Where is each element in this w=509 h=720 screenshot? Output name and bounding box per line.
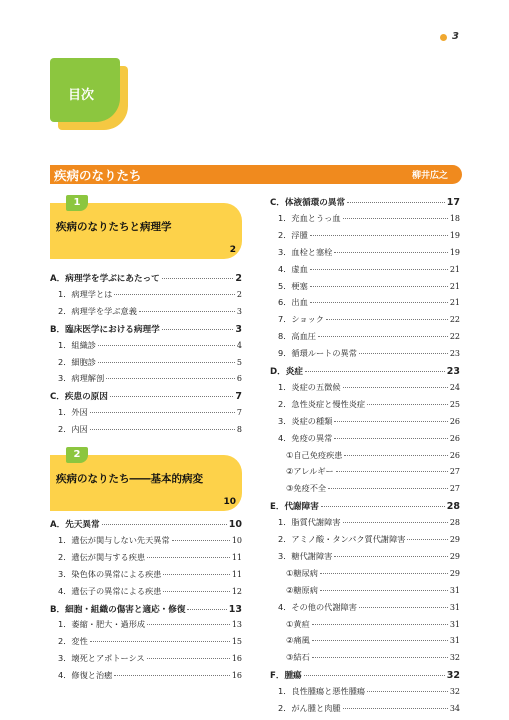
leader-dots bbox=[326, 319, 448, 320]
chapter-page: 10 bbox=[223, 497, 236, 507]
leader-dots bbox=[318, 336, 448, 337]
toc-entry-page: 22 bbox=[449, 332, 460, 342]
toc-entry[interactable] bbox=[270, 500, 460, 514]
leader-dots bbox=[90, 641, 230, 642]
toc-entry[interactable] bbox=[270, 297, 460, 311]
toc-entry[interactable] bbox=[270, 213, 460, 227]
toc-entry-page: 23 bbox=[446, 366, 460, 377]
leader-dots bbox=[367, 404, 448, 405]
leader-dots bbox=[312, 640, 448, 641]
toc-entry-page: 3 bbox=[236, 306, 242, 316]
toc-entry-label: 5．梗塞 bbox=[278, 280, 308, 291]
toc-entry-page: 29 bbox=[449, 568, 460, 578]
toc-entry-label: 3．血栓と塞栓 bbox=[278, 246, 333, 257]
leader-dots bbox=[310, 269, 448, 270]
leader-dots bbox=[344, 455, 447, 456]
toc-entry-page: 21 bbox=[449, 298, 460, 308]
leader-dots bbox=[320, 573, 448, 574]
leader-dots bbox=[343, 708, 448, 709]
leader-dots bbox=[359, 353, 448, 354]
toc-entry[interactable] bbox=[50, 289, 242, 303]
toc-entry-page: 25 bbox=[449, 399, 460, 409]
leader-dots bbox=[312, 624, 448, 625]
toc-entry[interactable] bbox=[270, 247, 460, 261]
part-title: 疾病のなりたち bbox=[54, 168, 142, 183]
toc-entry-page: 19 bbox=[449, 247, 460, 257]
toc-entry-page: 26 bbox=[449, 450, 460, 460]
toc-entry-page: 27 bbox=[449, 484, 460, 494]
toc-entry-page: 7 bbox=[235, 391, 242, 403]
toc-entry[interactable] bbox=[270, 230, 460, 244]
toc-entry[interactable] bbox=[270, 534, 460, 548]
toc-entry[interactable] bbox=[270, 568, 460, 582]
chapter-number-badge: 1 bbox=[66, 195, 88, 211]
toc-entry[interactable] bbox=[270, 652, 460, 666]
toc-entry-label: ②痛風 bbox=[286, 635, 310, 646]
toc-entry-page: 11 bbox=[231, 552, 242, 562]
toc-entry[interactable] bbox=[270, 585, 460, 599]
leader-dots bbox=[162, 329, 234, 330]
toc-entry-page: 29 bbox=[449, 535, 460, 544]
toc-entry-page: 21 bbox=[449, 264, 460, 274]
toc-entry[interactable] bbox=[270, 635, 460, 649]
toc-label-box bbox=[50, 58, 120, 122]
toc-entry-page: 28 bbox=[449, 518, 460, 528]
toc-entry-label: 3．炎症の種類 bbox=[278, 415, 333, 426]
toc-entry[interactable] bbox=[50, 272, 242, 286]
toc-entry-page: 2 bbox=[235, 273, 242, 284]
toc-entry-page: 32 bbox=[449, 653, 460, 663]
leader-dots bbox=[98, 362, 235, 363]
toc-entry-label: 1．組織診 bbox=[58, 339, 96, 350]
toc-entry-page: 26 bbox=[449, 416, 460, 426]
toc-entry[interactable] bbox=[270, 365, 460, 379]
toc-entry[interactable] bbox=[50, 306, 242, 320]
leader-dots bbox=[328, 488, 448, 489]
toc-entry-label: 1．充血とうっ血 bbox=[278, 212, 341, 223]
leader-dots bbox=[163, 591, 229, 592]
toc-entry-label: C．疾患の原因 bbox=[50, 392, 108, 403]
toc-entry-page: 31 bbox=[449, 602, 460, 612]
toc-entry[interactable] bbox=[270, 466, 460, 480]
toc-entry-page: 10 bbox=[231, 535, 242, 545]
toc-entry-page: 11 bbox=[231, 569, 242, 579]
toc-entry[interactable] bbox=[270, 619, 460, 633]
toc-entry-label: ①黄疸 bbox=[286, 618, 310, 629]
toc-entry[interactable] bbox=[50, 636, 242, 650]
leader-dots bbox=[347, 202, 445, 203]
toc-entry[interactable] bbox=[270, 331, 460, 345]
toc-entry-label: ③結石 bbox=[286, 652, 310, 663]
toc-entry[interactable] bbox=[270, 416, 460, 430]
toc-entry-label: 4．その他の代謝障害 bbox=[278, 601, 357, 612]
toc-entry-label: A．病理学を学ぶにあたって bbox=[50, 274, 160, 284]
toc-entry[interactable] bbox=[50, 357, 242, 371]
chapter-number-badge: 2 bbox=[66, 447, 88, 463]
leader-dots bbox=[187, 609, 226, 610]
toc-entry[interactable] bbox=[270, 348, 460, 362]
toc-entry[interactable] bbox=[270, 483, 460, 497]
toc-entry-label: 1．炎症の五徴候 bbox=[278, 381, 341, 392]
toc-entry[interactable] bbox=[50, 619, 242, 633]
toc-entry-page: 29 bbox=[449, 551, 460, 561]
toc-entry-page: 26 bbox=[449, 433, 460, 443]
toc-entry-label: 6．出血 bbox=[278, 297, 308, 308]
toc-entry-page: 31 bbox=[449, 619, 460, 629]
toc-entry-page: 32 bbox=[449, 687, 460, 697]
leader-dots bbox=[310, 286, 448, 287]
toc-entry[interactable] bbox=[50, 390, 242, 404]
page-number-dot bbox=[440, 34, 447, 41]
toc-entry-page: 24 bbox=[449, 382, 460, 392]
leader-dots bbox=[304, 675, 445, 676]
toc-entry-label: 4．修復と治癒 bbox=[58, 670, 113, 681]
leader-dots bbox=[343, 522, 448, 523]
toc-entry-label: A．先天異常 bbox=[50, 520, 100, 530]
leader-dots bbox=[407, 539, 447, 540]
toc-entry[interactable] bbox=[50, 340, 242, 354]
toc-entry-label: B．臨床医学における病理学 bbox=[50, 324, 160, 335]
toc-entry-page: 12 bbox=[231, 586, 242, 596]
toc-entry-label: 2．急性炎症と慢性炎症 bbox=[278, 398, 366, 409]
toc-entry[interactable] bbox=[270, 399, 460, 413]
chapter-page: 2 bbox=[229, 245, 236, 255]
toc-entry[interactable] bbox=[50, 518, 242, 532]
toc-entry-page: 27 bbox=[449, 467, 460, 477]
toc-entry-label: C．体液循環の異常 bbox=[270, 198, 346, 208]
toc-entry-page: 16 bbox=[231, 654, 242, 664]
toc-entry-page: 10 bbox=[228, 519, 242, 530]
toc-entry-label: ①糖尿病 bbox=[286, 567, 318, 578]
leader-dots bbox=[90, 429, 235, 430]
leader-dots bbox=[334, 421, 447, 422]
toc-entry-label: 2．病理学を学ぶ意義 bbox=[58, 305, 137, 316]
leader-dots bbox=[114, 675, 229, 676]
toc-entry-label: 4．免疫の異常 bbox=[278, 432, 333, 443]
toc-entry-label: 1．外因 bbox=[58, 407, 88, 418]
toc-entry-label: 1．脂質代謝障害 bbox=[278, 517, 341, 528]
part-title-bar bbox=[50, 165, 462, 184]
toc-entry-label: ③免疫不全 bbox=[286, 483, 327, 494]
toc-entry-label: 2．がん腫と肉腫 bbox=[278, 703, 341, 713]
toc-entry-page: 18 bbox=[449, 213, 460, 223]
toc-entry-page: 6 bbox=[236, 374, 242, 384]
toc-entry-page: 28 bbox=[446, 501, 460, 513]
toc-entry-label: 1．良性腫瘍と悪性腫瘍 bbox=[278, 686, 366, 697]
toc-entry-label: 7．ショック bbox=[278, 314, 324, 325]
toc-entry-page: 8 bbox=[236, 425, 242, 435]
toc-entry-page: 15 bbox=[231, 637, 242, 647]
toc-entry-label: 2．変性 bbox=[58, 636, 88, 647]
toc-entry[interactable] bbox=[50, 603, 242, 617]
leader-dots bbox=[147, 624, 230, 625]
leader-dots bbox=[147, 658, 230, 659]
leader-dots bbox=[320, 590, 448, 591]
toc-entry-page: 2 bbox=[236, 289, 242, 299]
toc-entry[interactable] bbox=[270, 517, 460, 531]
toc-entry[interactable] bbox=[270, 433, 460, 447]
toc-entry-label: 8．高血圧 bbox=[278, 331, 316, 342]
toc-entry-label: 2．細胞診 bbox=[58, 356, 96, 367]
toc-label: 目次 bbox=[68, 88, 95, 103]
toc-entry-page: 16 bbox=[231, 671, 242, 681]
chapter-title: 疾病のなりたちと病理学 bbox=[56, 221, 172, 233]
leader-dots bbox=[172, 540, 230, 541]
toc-entry-page: 4 bbox=[236, 340, 242, 350]
toc-entry-label: 9．循環ルートの異常 bbox=[278, 348, 357, 359]
chapter-title: 疾病のなりたち――基本的病変 bbox=[56, 473, 203, 485]
toc-entry-page: 5 bbox=[236, 357, 242, 367]
leader-dots bbox=[310, 235, 448, 236]
toc-entry-label: 1．遺伝が関与しない先天異常 bbox=[58, 534, 170, 545]
toc-entry-page: 13 bbox=[228, 603, 242, 615]
leader-dots bbox=[147, 557, 230, 558]
leader-dots bbox=[110, 396, 234, 397]
toc-entry[interactable] bbox=[270, 602, 460, 616]
leader-dots bbox=[334, 556, 447, 557]
toc-entry-label: 4．虚血 bbox=[278, 263, 308, 274]
toc-entry[interactable] bbox=[50, 373, 242, 387]
toc-entry[interactable] bbox=[50, 323, 242, 337]
leader-dots bbox=[312, 657, 448, 658]
toc-entry-page: 13 bbox=[231, 620, 242, 630]
toc-entry-label: ②アレルギー bbox=[286, 466, 334, 477]
toc-entry-label: D．炎症 bbox=[270, 367, 303, 377]
toc-entry-label: 3．糖代謝障害 bbox=[278, 550, 333, 561]
toc-entry[interactable] bbox=[50, 407, 242, 421]
toc-entry-label: 3．病理解剖 bbox=[58, 373, 105, 384]
leader-dots bbox=[367, 691, 448, 692]
leader-dots bbox=[343, 387, 448, 388]
toc-entry[interactable] bbox=[50, 670, 242, 684]
leader-dots bbox=[162, 278, 234, 279]
leader-dots bbox=[114, 294, 235, 295]
toc-entry-label: 1．萎縮・肥大・過形成 bbox=[58, 619, 146, 630]
toc-entry-page: 7 bbox=[236, 408, 242, 418]
part-author: 柳井広之 bbox=[411, 171, 448, 181]
toc-entry[interactable] bbox=[270, 281, 460, 295]
toc-entry-label: 2．内因 bbox=[58, 424, 88, 435]
toc-entry[interactable] bbox=[50, 653, 242, 667]
chapter-box-1[interactable] bbox=[50, 197, 242, 259]
page-number: 3 bbox=[452, 31, 459, 42]
leader-dots bbox=[163, 574, 229, 575]
toc-entry-page: 19 bbox=[449, 230, 460, 240]
toc-entry-label: 3．染色体の異常による疾患 bbox=[58, 568, 162, 579]
toc-entry-page: 31 bbox=[449, 636, 460, 646]
leader-dots bbox=[90, 412, 235, 413]
toc-entry-label: 2．遺伝が関与する疾患 bbox=[58, 551, 146, 562]
toc-entry[interactable] bbox=[270, 196, 460, 210]
leader-dots bbox=[343, 218, 448, 219]
toc-entry-label: 3．壊死とアポトーシス bbox=[58, 653, 145, 664]
chapter-box-2[interactable] bbox=[50, 449, 242, 511]
toc-entry[interactable] bbox=[270, 703, 460, 717]
leader-dots bbox=[334, 438, 447, 439]
toc-entry[interactable] bbox=[50, 552, 242, 566]
leader-dots bbox=[336, 471, 448, 472]
toc-entry[interactable] bbox=[50, 586, 242, 600]
toc-entry-label: 2．浮腫 bbox=[278, 229, 308, 240]
leader-dots bbox=[98, 345, 235, 346]
toc-entry-label: E．代謝障害 bbox=[270, 502, 319, 513]
toc-entry-page: 31 bbox=[449, 585, 460, 595]
toc-entry-page: 32 bbox=[446, 670, 460, 682]
toc-entry-page: 22 bbox=[449, 315, 460, 325]
toc-entry-page: 3 bbox=[235, 323, 242, 335]
leader-dots bbox=[359, 607, 448, 608]
toc-entry-label: 4．遺伝子の異常による疾患 bbox=[58, 585, 162, 596]
toc-entry[interactable] bbox=[270, 450, 460, 464]
toc-entry[interactable] bbox=[50, 569, 242, 583]
leader-dots bbox=[139, 311, 235, 312]
toc-entry[interactable] bbox=[270, 551, 460, 565]
toc-entry[interactable] bbox=[270, 264, 460, 278]
toc-entry[interactable] bbox=[270, 382, 460, 396]
toc-entry[interactable] bbox=[50, 535, 242, 549]
toc-entry-label: ①自己免疫疾患 bbox=[286, 449, 343, 460]
toc-entry-page: 34 bbox=[449, 704, 460, 713]
toc-entry-label: 1．病理学とは bbox=[58, 288, 113, 299]
leader-dots bbox=[321, 506, 445, 507]
leader-dots bbox=[305, 371, 445, 372]
toc-entry-label: ②糖原病 bbox=[286, 584, 318, 595]
toc-entry-page: 21 bbox=[449, 281, 460, 291]
toc-entry-label: B．細胞・組織の傷害と適応・修復 bbox=[50, 604, 186, 615]
leader-dots bbox=[106, 378, 235, 379]
toc-entry-page: 23 bbox=[449, 349, 460, 359]
leader-dots bbox=[334, 252, 447, 253]
leader-dots bbox=[102, 524, 227, 525]
toc-entry[interactable] bbox=[50, 424, 242, 438]
toc-entry-label: F．腫瘍 bbox=[270, 671, 302, 682]
leader-dots bbox=[310, 302, 448, 303]
toc-entry[interactable] bbox=[270, 669, 460, 683]
toc-entry[interactable] bbox=[270, 314, 460, 328]
toc-entry-label: 2．アミノ酸・タンパク質代謝障害 bbox=[278, 534, 406, 544]
toc-entry[interactable] bbox=[270, 686, 460, 700]
toc-entry-page: 17 bbox=[446, 197, 460, 208]
